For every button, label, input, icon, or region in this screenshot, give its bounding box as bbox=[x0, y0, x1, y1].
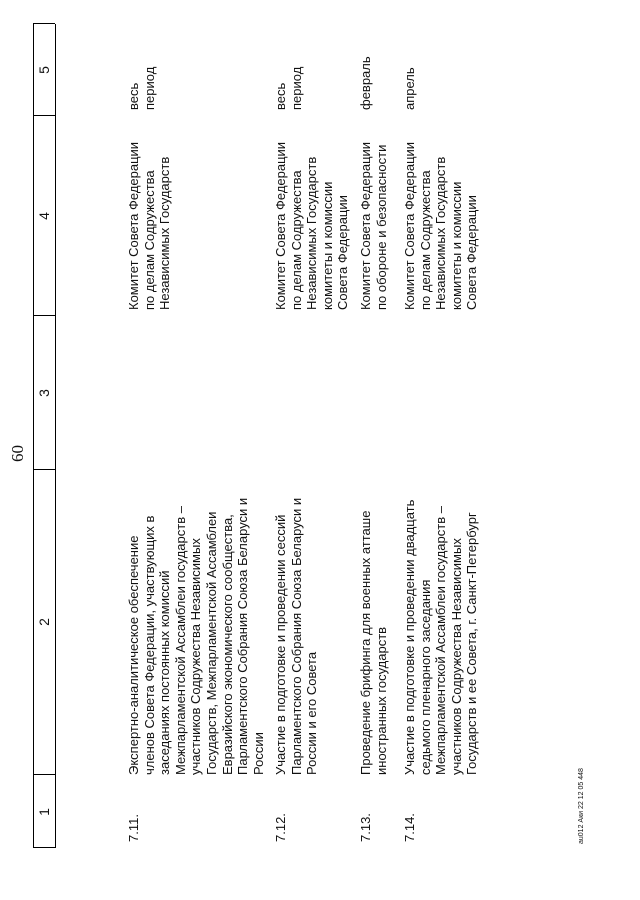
column-header-2: 2 bbox=[36, 618, 52, 626]
header-divider-4 bbox=[33, 115, 55, 116]
header-divider-3 bbox=[33, 315, 55, 316]
row-number: 7.11. bbox=[126, 814, 141, 842]
row-event: Участие в подготовке и проведении сессий Парламентского Собрания Союза Беларуси и России и его Совета bbox=[273, 497, 320, 775]
header-top-rule bbox=[33, 24, 34, 848]
row-period: весь период bbox=[126, 66, 157, 110]
column-header-4: 4 bbox=[36, 212, 52, 220]
header-right-border bbox=[33, 23, 55, 24]
row-responsible: Комитет Совета Федерации по делам Содружества Независимых Государств комитеты и комиссии Совета Федерации bbox=[273, 141, 351, 310]
row-responsible: Комитет Совета Федерации по обороне и безопасности bbox=[358, 141, 389, 310]
row-responsible: Комитет Совета Федерации по делам Содружества Независимых Государств bbox=[126, 141, 173, 310]
row-event: Экспертно-аналитическое обеспечение членов Совета Федерации, участвующих в заседаниях постоянных комиссий Межпарламентской Ассамблеи государств – участников Содружества Независимых Государств, Межпарламентской Ассамблеи Евразийского экономического сообщества, Парламентского Собрания Союза Беларуси и России bbox=[126, 497, 266, 775]
header-bottom-rule bbox=[55, 24, 56, 848]
column-header-1: 1 bbox=[36, 808, 52, 816]
column-header-5: 5 bbox=[36, 66, 52, 74]
row-number: 7.14. bbox=[402, 813, 417, 842]
row-event: Участие в подготовке и проведении двадцать седьмого пленарного заседания Межпарламентской Ассамблеи государств – участников Содружества Независимых Государств и ее Совета, г. Санкт-Петербург bbox=[402, 499, 480, 775]
row-responsible: Комитет Совета Федерации по делам Содружества Независимых Государств комитеты и комиссии Совета Федерации bbox=[402, 141, 480, 310]
row-number: 7.13. bbox=[358, 813, 373, 842]
column-header-3: 3 bbox=[36, 389, 52, 397]
header-left-border bbox=[33, 847, 55, 848]
footer-code: au012 Аки 22 12 05 448 bbox=[578, 768, 585, 844]
row-period: февраль bbox=[358, 56, 373, 110]
row-number: 7.12. bbox=[273, 813, 288, 842]
header-divider-2 bbox=[33, 469, 55, 470]
header-divider-1 bbox=[33, 774, 55, 775]
row-period: весь период bbox=[273, 66, 304, 110]
page-number: 60 bbox=[8, 445, 27, 462]
row-period: апрель bbox=[402, 67, 417, 110]
row-event: Проведение брифинга для военных атташе иностранных государств bbox=[358, 510, 389, 775]
